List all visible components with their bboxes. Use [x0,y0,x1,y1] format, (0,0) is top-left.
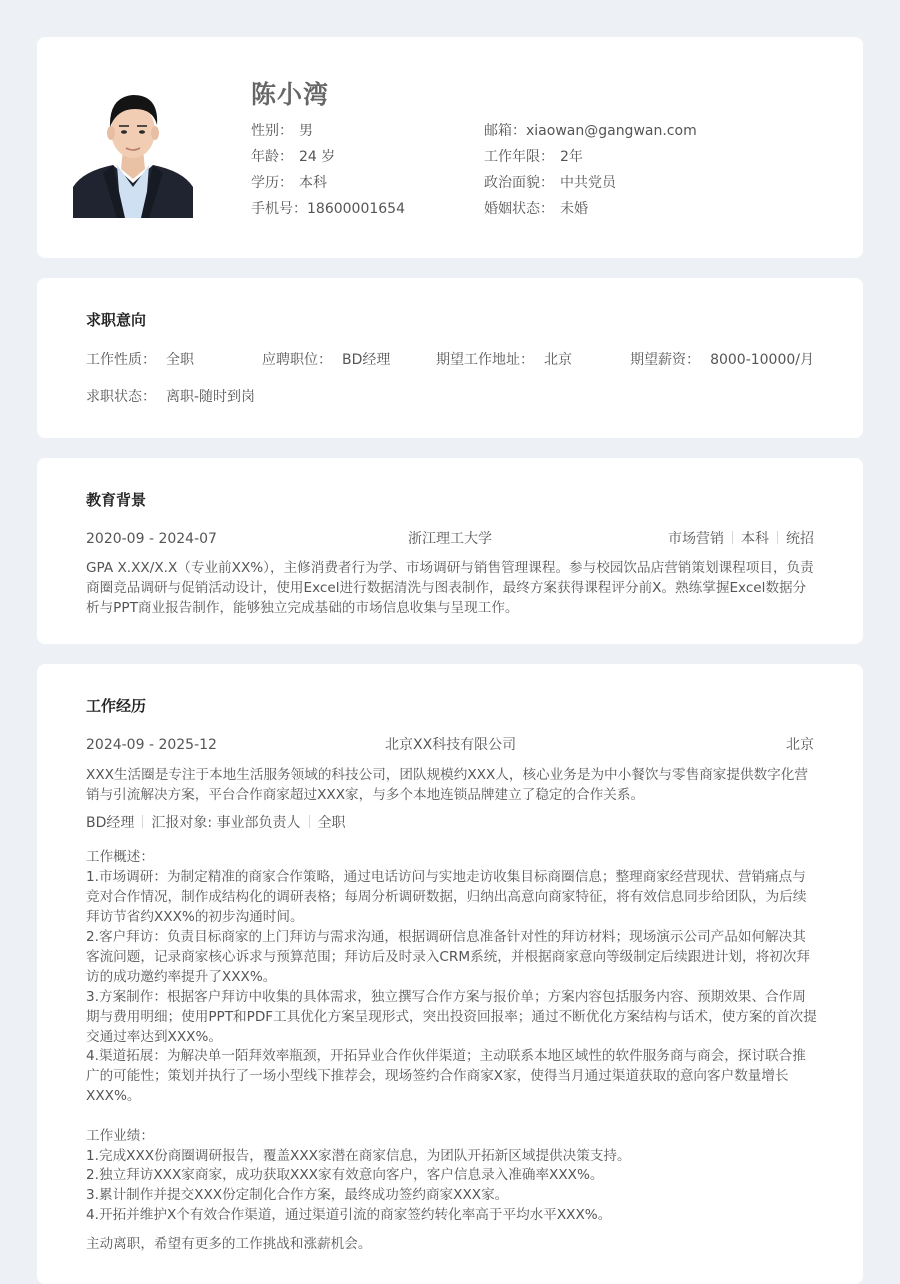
info-phone: 手机号：18600001654 [251,201,405,217]
intent-salary: 期望薪资： 8000-10000/月 [630,352,814,368]
work-report-to: 汇报对象: 事业部负责人 [151,815,301,831]
overview-item-2: 2.客户拜访：负责目标商家的上门拜访与需求沟通，根据调研信息准备针对性的拜访材料；现场演示公司产品如何解决其客流问题，记录商家核心诉求与预算范围；拜访后及时录入CRM系统，并根据商家意向等级制定后续跟进计划，将初次拜访的成功邀约率提升了XXX%。 [86,929,810,985]
overview-item-4: 4.渠道拓展：为解决单一陌拜效率瓶颈，开拓异业合作伙伴渠道；主动联系本地区域性的软件服务商与商会，探讨联合推广的可能性；策划并执行了一场小型线下推荐会，现场签约合作商家X家，使得当月通过渠道获取的意向客户数量增长XXX%。 [86,1048,806,1104]
achievement-item-1: 1.完成XXX份商圈调研报告，覆盖XXX家潜在商家信息，为团队开拓新区域提供决策支持。 [86,1148,631,1164]
info-age: 年龄： 24 岁 [251,149,336,165]
info-experience-years: 工作年限： 2年 [484,149,583,165]
education-period: 2020-09 - 2024-07 [86,531,217,547]
work-experience-card [37,664,863,1284]
section-title-education: 教育背景 [86,491,147,509]
info-political-status: 政治面貌： 中共党员 [484,175,616,191]
education-enrollment: 统招 [786,531,814,547]
divider [777,531,778,544]
intent-position: 应聘职位： BD经理 [262,352,391,368]
achievement-item-3: 3.累计制作并提交XXX份定制化合作方案，最终成功签约商家XXX家。 [86,1187,509,1203]
overview-item-3: 3.方案制作：根据客户拜访中收集的具体需求，独立撰写合作方案与报价单；方案内容包括服务内容、预期效果、合作周期与费用明细；使用PPT和PDF工具优化方案呈现形式，突出投资回报率；通过不断优化方案结构与话术，使方案的首次提交通过率达到XXX%。 [86,989,817,1045]
education-major: 市场营销 [668,531,724,547]
info-degree: 学历： 本科 [251,175,327,191]
divider [732,531,733,544]
profile-photo [73,87,193,218]
achievement-item-4: 4.开拓并维护X个有效合作渠道，通过渠道引流的商家签约转化率高于平均水平XXX%。 [86,1207,612,1223]
info-gender: 性别： 男 [251,123,313,139]
intent-location: 期望工作地址： 北京 [436,352,572,368]
education-school: 浙江理工大学 [408,531,492,547]
achievement-title: 工作业绩： [86,1128,154,1144]
work-city: 北京 [786,737,814,753]
section-title-intent: 求职意向 [86,311,147,329]
overview-item-1: 1.市场调研：为制定精准的商家合作策略，通过电话访问与实地走访收集目标商圈信息；整理商家经营现状、营销痛点与竞对合作情况，制作成结构化的调研表格；每周分析调研数据，归纳出高意向商家特征，将有效信息同步给团队，为后续拜访节省约XXX%的初步沟通时间。 [86,869,807,925]
divider [142,815,143,828]
candidate-name: 陈小湾 [251,80,330,109]
work-period: 2024-09 - 2025-12 [86,737,217,753]
education-description: GPA X.XX/X.X（专业前XX%），主修消费者行为学、市场调研与销售管理课程。参与校园饮品店营销策划课程项目，负责商圈竞品调研与促销活动设计，使用Excel进行数据清洗与图表制作，最终方案获得课程评分前X。熟练掌握Excel数据分析与PPT商业报告制作，能够独立完成基础的市场信息收集与呈现工作。 [86,560,814,616]
education-card [37,458,863,644]
section-title-work: 工作经历 [86,697,147,715]
company-intro: XXX生活圈是专注于本地生活服务领域的科技公司，团队规模约XXX人，核心业务是为中小餐饮与零售商家提供数字化营销与引流解决方案，平台合作商家超过XXX家，与多个本地连锁品牌建立了稳定的合作关系。 [86,767,808,803]
work-company: 北京XX科技有限公司 [385,737,517,753]
profile-card [37,37,863,258]
education-degree: 本科 [741,531,769,547]
achievement-item-2: 2.独立拜访XXX家商家，成功获取XXX家有效意向客户，客户信息录入准确率XXX%。 [86,1167,604,1183]
intent-status: 求职状态： 离职-随时到岗 [86,389,256,405]
leave-reason: 主动离职，希望有更多的工作挑战和涨薪机会。 [86,1236,372,1252]
work-type: 全职 [317,815,346,831]
overview-title: 工作概述： [86,849,154,865]
work-role: BD经理 [86,815,135,831]
intent-job-type: 工作性质： 全职 [86,352,194,368]
education-tags [668,529,814,549]
divider [309,815,310,828]
work-tags [86,813,346,833]
info-email: 邮箱：xiaowan@gangwan.com [484,123,697,139]
info-marital-status: 婚姻状态： 未婚 [484,201,588,217]
job-intent-card [37,278,863,438]
